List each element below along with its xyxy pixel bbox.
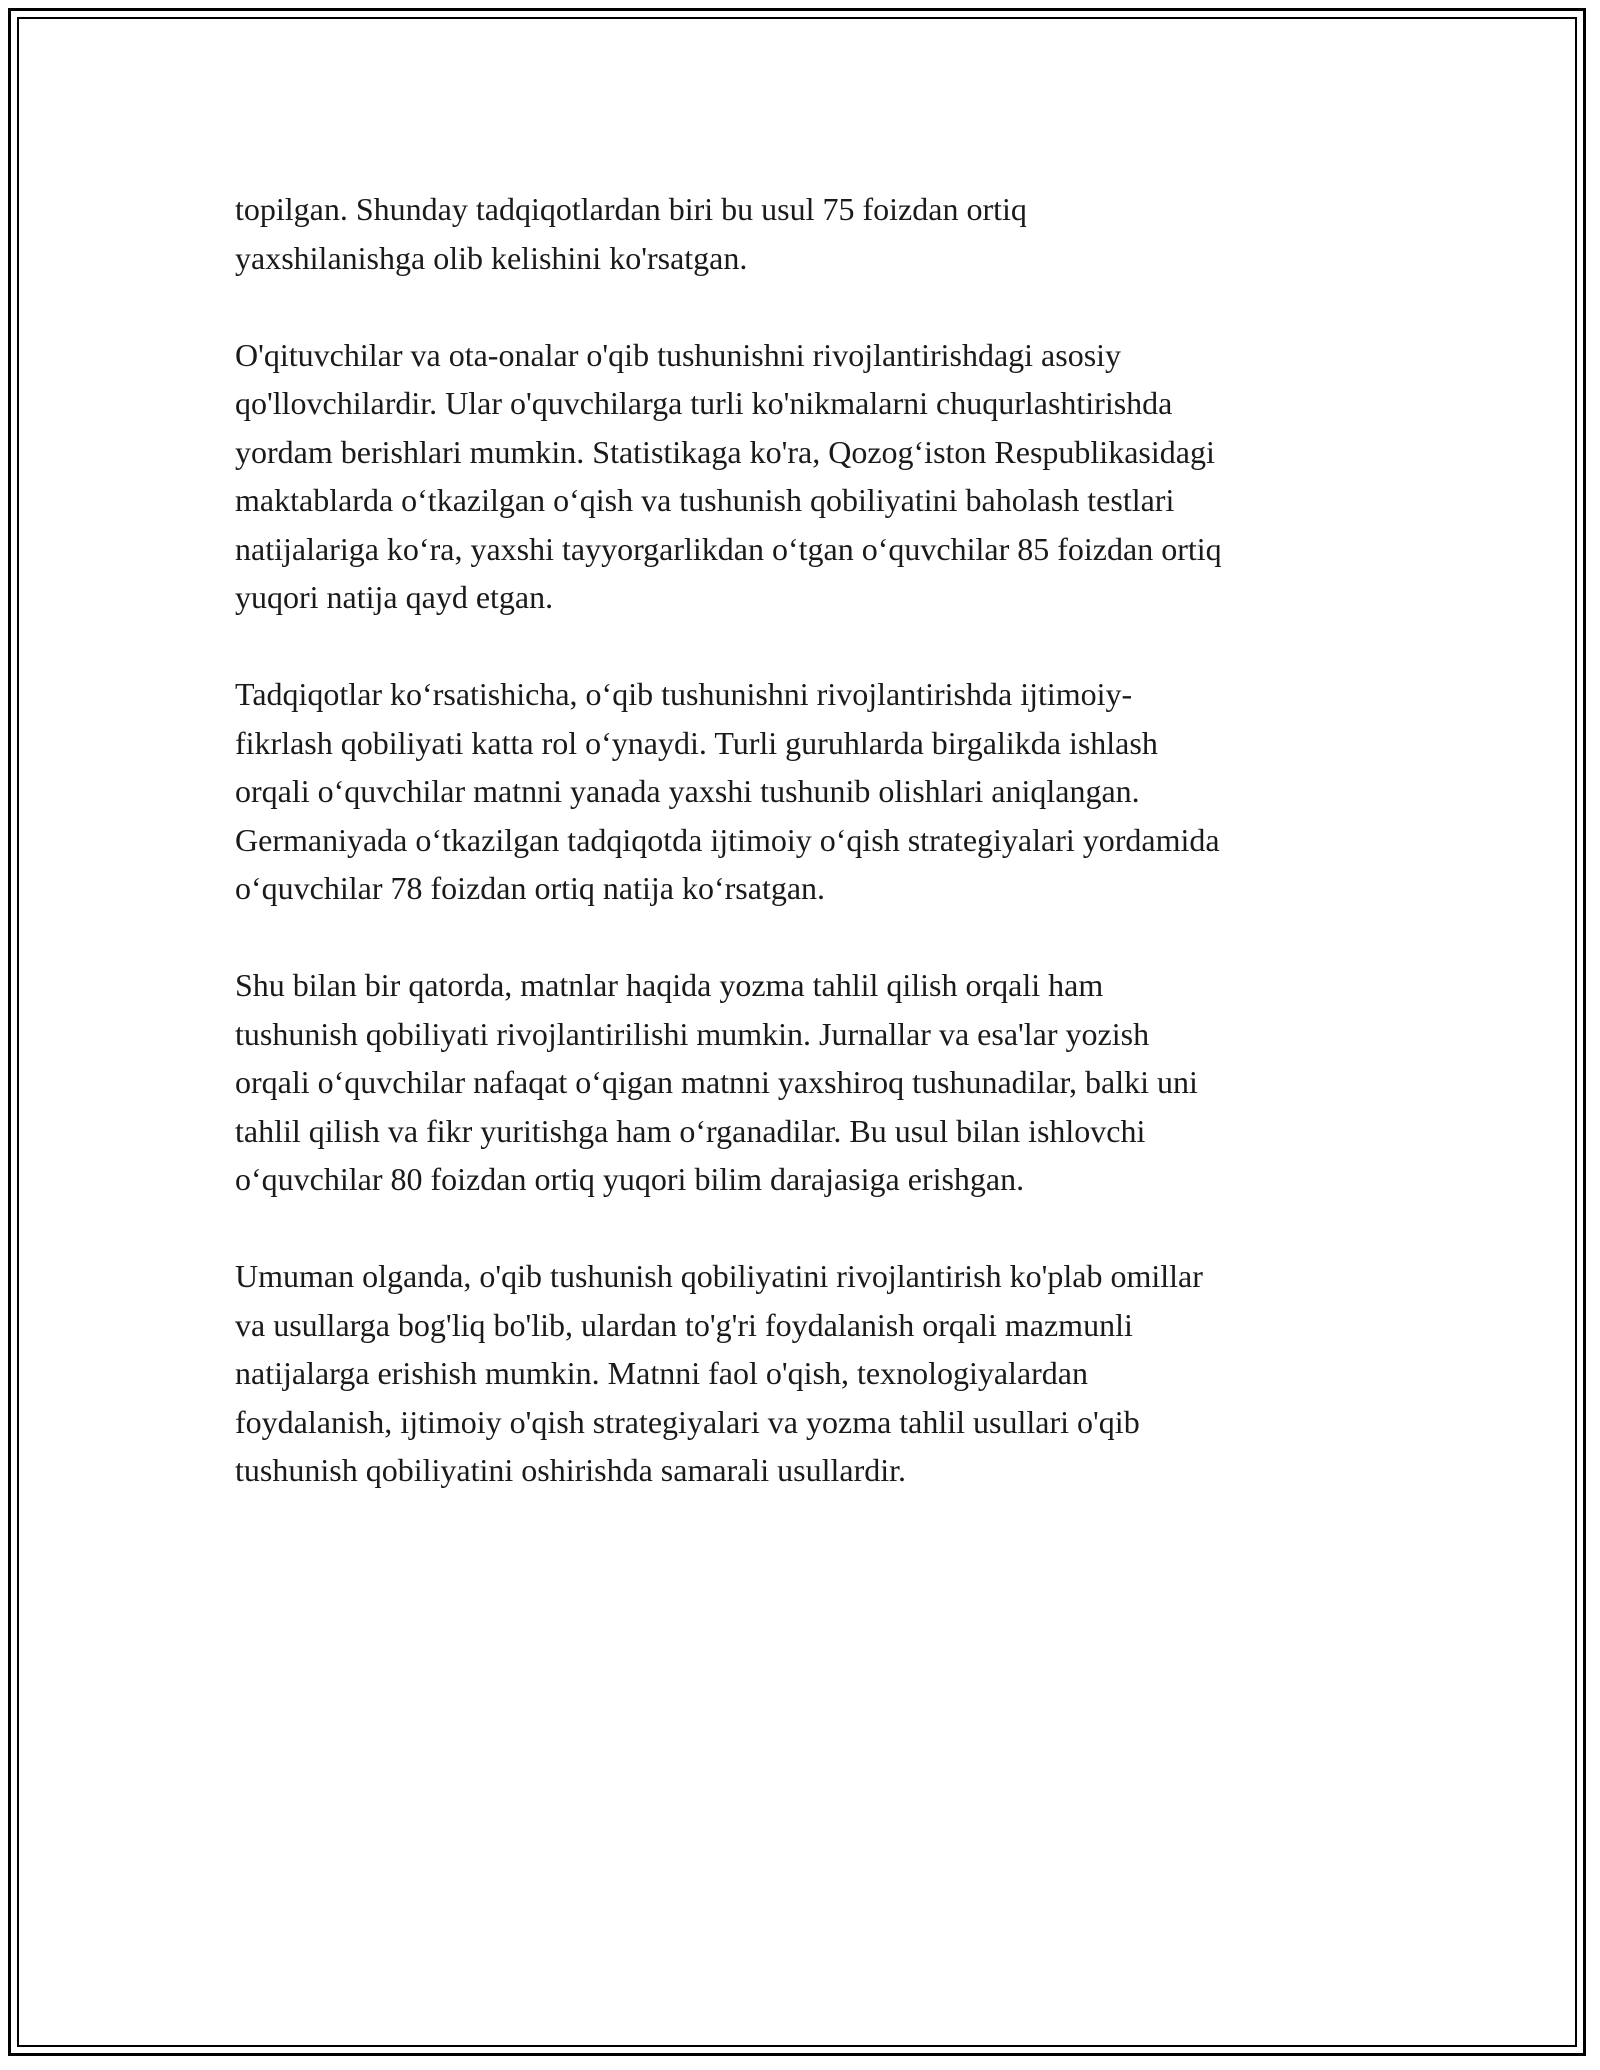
document-body	[235, 185, 1375, 1495]
paragraph: Shu bilan bir qatorda, matnlar haqida yozma tahlil qilish orqali ham tushunish qobiliyati rivojlantirilishi mumkin. Jurnallar va esa'lar yozish orqali o‘quvchilar nafaqat o‘qigan matnni yaxshiroq tushunadilar, balki uni tahlil qilish va fikr yuritishga ham o‘rganadilar. Bu usul bilan ishlovchi o‘quvchilar 80 foizdan ortiq yuqori bilim darajasiga erishgan.	[235, 967, 1198, 1197]
paragraph: Tadqiqotlar ko‘rsatishicha, o‘qib tushunishni rivojlantirishda ijtimoiy- fikrlash qobiliyati katta rol o‘ynaydi. Turli guruhlarda birgalikda ishlash orqali o‘quvchilar matnni yanada yaxshi tushunib olishlari aniqlangan. Germaniyada o‘tkazilgan tadqiqotda ijtimoiy o‘qish strategiyalari yordamida o‘quvchilar 78 foizdan ortiq natija ko‘rsatgan.	[235, 676, 1220, 906]
paragraph: topilgan. Shunday tadqiqotlardan biri bu usul 75 foizdan ortiq yaxshilanishga olib kelishini ko'rsatgan.	[235, 191, 1027, 276]
paragraph: O'qituvchilar va ota-onalar o'qib tushunishni rivojlantirishdagi asosiy qo'llovchilardir. Ular o'quvchilarga turli ko'nikmalarni chuqurlashtirishda yordam berishlari mumkin. Statistikaga ko'ra, Qozog‘iston Respublikasidagi maktablarda o‘tkazilgan o‘qish va tushunish qobiliyatini baholash testlari natijalariga ko‘ra, yaxshi tayyorgarlikdan o‘tgan o‘quvchilar 85 foizdan ortiq yuqori natija qayd etgan.	[235, 336, 1222, 615]
paragraph: Umuman olganda, o'qib tushunish qobiliyatini rivojlantirish ko'plab omillar va usullarga bog'liq bo'lib, ulardan to'g'ri foydalanish orqali mazmunli natijalarga erishish mumkin. Matnni faol o'qish, texnologiyalardan foydalanish, ijtimoiy o'qish strategiyalari va yozma tahlil usullari o'qib tushunish qobiliyatini oshirishda samarali usullardir.	[235, 1258, 1203, 1488]
